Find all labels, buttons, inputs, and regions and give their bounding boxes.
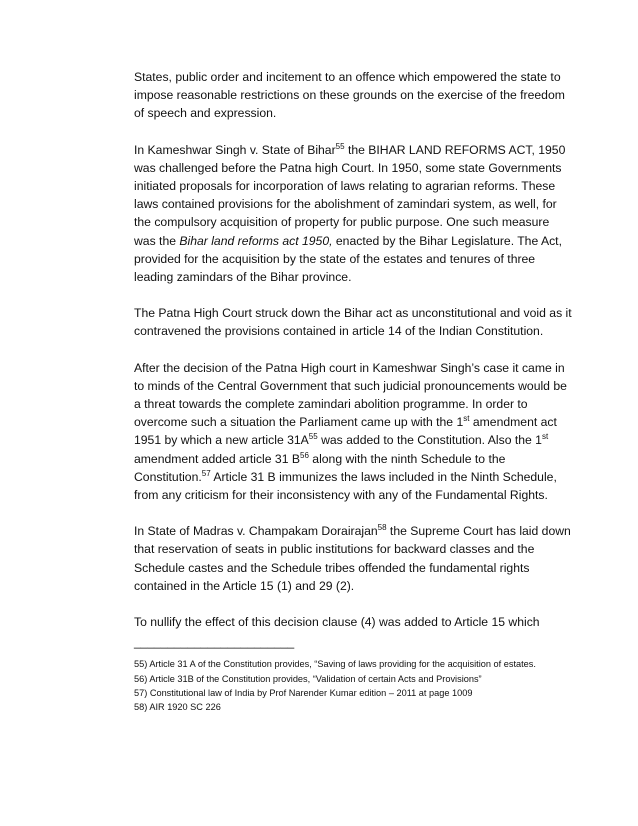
footnote-55: 55) Article 31 A of the Constitution provides, “Saving of laws providing for the acquisition of estates. bbox=[134, 659, 536, 670]
footnotes bbox=[134, 657, 574, 714]
paragraph-5 bbox=[134, 522, 574, 595]
footnote-56: 56) Article 31B of the Constitution provides, “Validation of certain Acts and Provisions” bbox=[134, 673, 482, 684]
footnote-ref-55: 55 bbox=[335, 141, 345, 151]
paragraph-4-text-e: along with the ninth Schedule to the Constitution. bbox=[134, 451, 506, 484]
footnote-ref-58: 58 bbox=[377, 523, 387, 533]
paragraph-5-text-b: the Supreme Court has laid down that reservation of seats in public institutions for backward classes and the Schedule castes and the Schedule tribes offended the fundamental rights contained in the Article 15 (1) and 29 (2). bbox=[134, 524, 571, 593]
paragraph-2-italic: Bihar land reforms act 1950, bbox=[179, 233, 333, 248]
footnote-ref-57: 57 bbox=[201, 468, 211, 478]
footnote-58: 58) AIR 1920 SC 226 bbox=[134, 702, 221, 713]
paragraph-2 bbox=[134, 141, 574, 287]
paragraph-4 bbox=[134, 359, 574, 505]
paragraph-2-text-a: In Kameshwar Singh v. State of Bihar bbox=[134, 142, 336, 157]
superscript-st: st bbox=[541, 432, 549, 442]
document-page bbox=[134, 68, 574, 714]
footnote-57: 57) Constitutional law of India by Prof Narender Kumar edition – 2011 at page 1009 bbox=[134, 687, 473, 698]
footnote-separator: ________________________ bbox=[134, 635, 295, 650]
superscript-st: st bbox=[463, 414, 470, 424]
paragraph-4-text-c: was added to the Constitution. Also the 1 bbox=[317, 433, 542, 448]
paragraph-6: To nullify the effect of this decision clause (4) was added to Article 15 which bbox=[134, 615, 540, 630]
paragraph-4-text-a: After the decision of the Patna High court in Kameshwar Singh’s case it came in to minds of the Central Government that such judicial pronouncements would be a threat towards the complete zamindari abolition programme. In order to overcome such a situation the Parliament came up with the 1 bbox=[134, 360, 567, 430]
paragraph-5-text-a: In State of Madras v. Champakam Dorairajan bbox=[134, 524, 378, 539]
paragraph-4-text-d: amendment added article 31 B bbox=[134, 451, 300, 466]
paragraph-2-text-b: the BIHAR LAND REFORMS ACT, 1950 was challenged before the Patna high Court. In 1950, some state Governments initiated proposals for incorporation of laws relating to agrarian reforms. These laws contained provisions for the abolishment of zamindari system, as well, for the compulsory acquisition of property for public purpose. One such measure was the bbox=[134, 142, 566, 248]
paragraph-2-text-c: enacted by the Bihar Legislature. The Act, provided for the acquisition by the state of the estates and tenures of three leading zamindars of the Bihar province. bbox=[134, 233, 562, 285]
paragraph-1: States, public order and incitement to an offence which empowered the state to impose reasonable restrictions on these grounds on the exercise of the freedom of speech and expression. bbox=[134, 70, 565, 121]
paragraph-4-text-f: Article 31 B immunizes the laws included in the Ninth Schedule, from any criticism for their inconsistency with any of the Fundamental Rights. bbox=[134, 469, 557, 503]
paragraph-3: The Patna High Court struck down the Bihar act as unconstitutional and void as it contravened the provisions contained in article 14 of the Indian Constitution. bbox=[134, 306, 572, 339]
footnote-ref-55: 55 bbox=[308, 432, 318, 442]
paragraph-4-text-b: amendment act 1951 by which a new article 31A bbox=[134, 415, 557, 448]
footnote-ref-56: 56 bbox=[300, 450, 309, 460]
